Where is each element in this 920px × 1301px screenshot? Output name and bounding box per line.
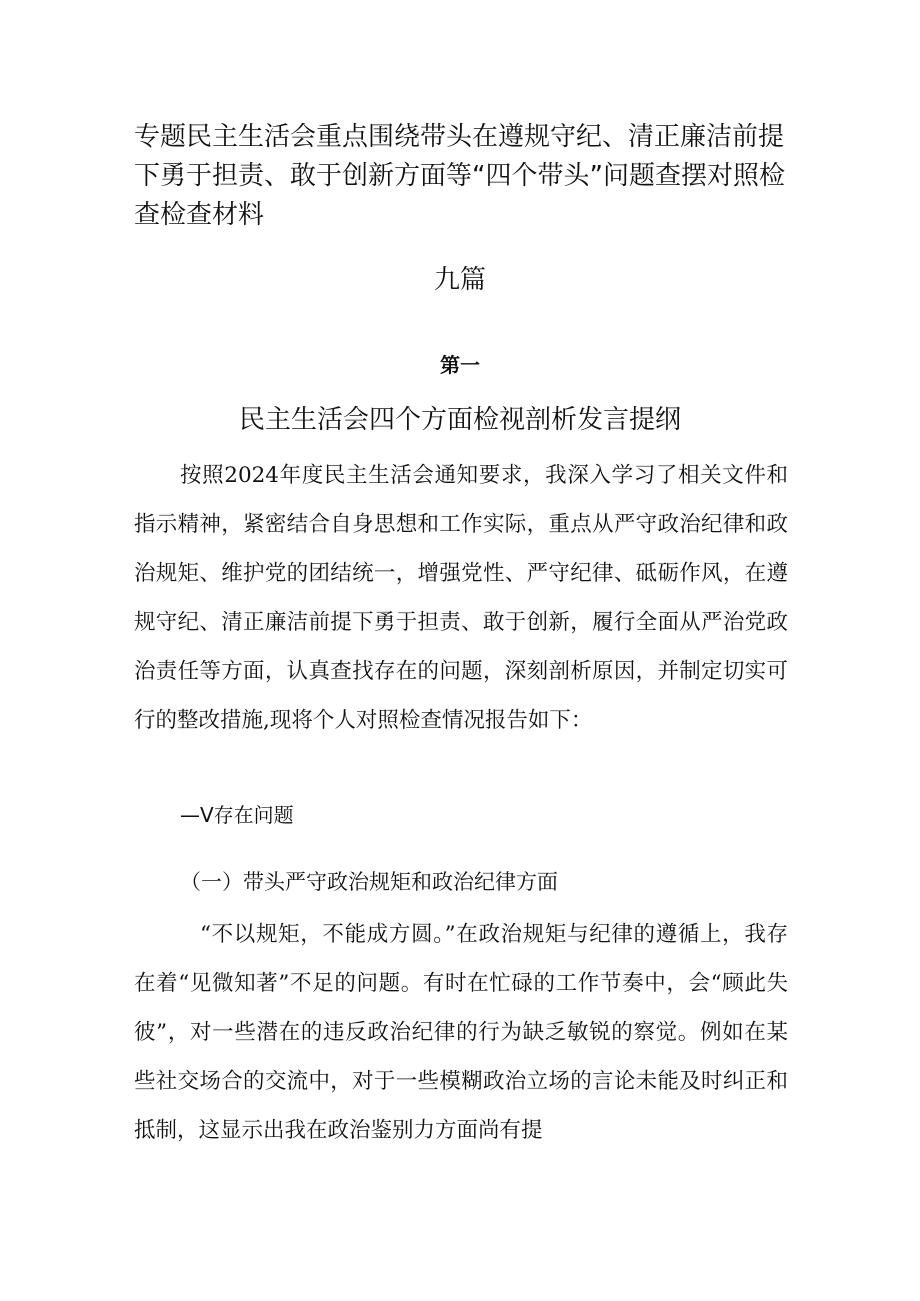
section-title: 民主生活会四个方面检视剖析发言提纲 (238, 405, 681, 435)
intro-paragraph: 按照2024年度民主生活会通知要求，我深入学习了相关文件和指示精神，紧密结合自身思想和工作实际，重点从严守政治纪律和政治规矩、维护党的团结统一，增强党性、严守纪律、砥砺作风，在遵规守纪、清正廉洁前提下勇于担责、敢于创新，履行全面从严治党政治责任等方面，认真查找存在的问题，深刻剖析原因，并制定切实可行的整改措施,现将个人对照检查情况报告如下： (134, 463, 788, 733)
heading-existing-problems: —V存在问题 (180, 803, 294, 827)
document-title: 专题民主生活会重点围绕带头在遵规守纪、清正廉洁前提下勇于担责、敢于创新方面等“四个带头”问题查摆对照检查检查材料 (134, 122, 785, 230)
section-number: 第一 (440, 353, 480, 377)
body-paragraph: “不以规矩，不能成方圆。”在政治规矩与纪律的遵循上，我存在着“见微知著”不足的问题。有时在忙碌的工作节奏中，会“顾此失彼”，对一些潜在的违反政治纪律的行为缺乏敏锐的察觉。例如在某些社交场合的交流中，对于一些模糊政治立场的言论未能及时纠正和抵制，这显示出我在政治鉴别力方面尚有提 (134, 922, 788, 1143)
subheading-political-discipline: （一）带头严守政治规矩和政治纪律方面 (180, 870, 558, 894)
document-subtitle: 九篇 (433, 265, 486, 295)
